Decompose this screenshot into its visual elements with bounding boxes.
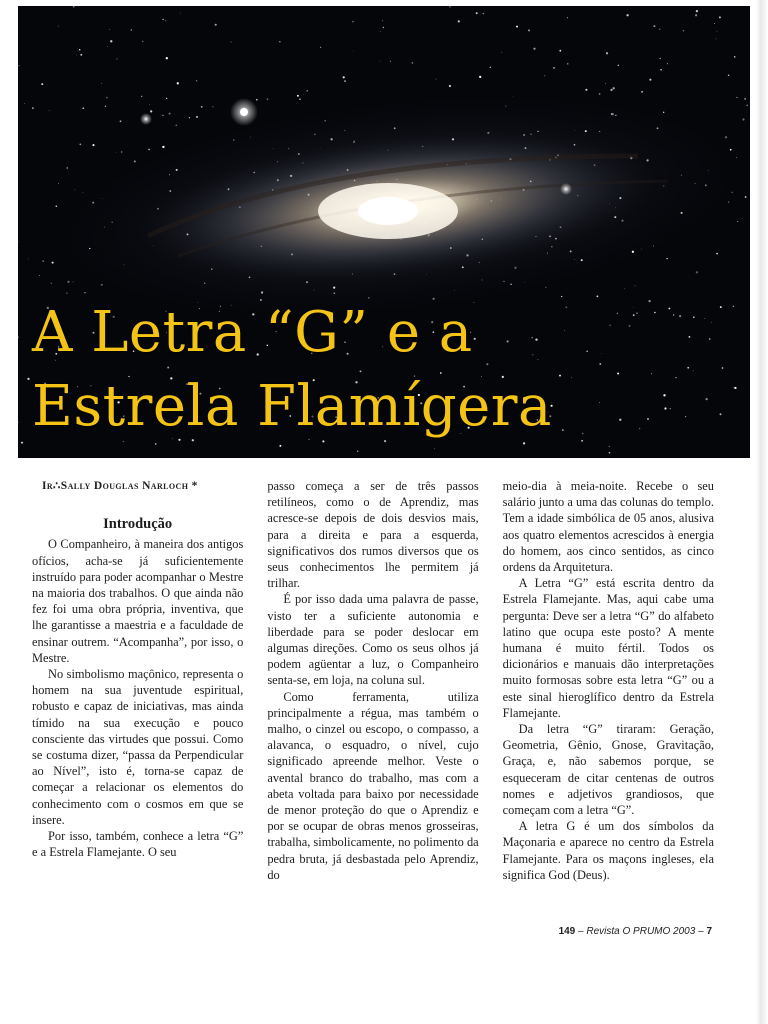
issue-number: 149 — [558, 926, 576, 937]
publication-name: Revista O PRUMO 2003 — [586, 926, 696, 937]
column-3 — [503, 478, 714, 908]
hero-galaxy-image — [18, 6, 750, 458]
paragraph: No simbolismo maçônico, representa o homem na sua juventude espiritual, robusto e capaz de iniciativas, mas ainda tímido na sua execução e pouco consciente das virtudes que possui. Como se costuma dizer, “passa da Perpendicular ao Nível”, isto é, torna-se capaz de começar a relacionar os elementos do conhecimento com o cosmos em que se insere. — [32, 667, 244, 827]
paragraph: É por isso dada uma palavra de passe, visto ter a suficiente autonomia e liberdade para se poder deslocar em algumas direções. Como os seus olhos já podem agüentar a luz, o Companheiro senta-se, em loja, na coluna sul. — [267, 592, 479, 688]
column-1 — [32, 478, 243, 908]
paragraph: passo começa a ser de três passos retilíneos, como o de Aprendiz, mas acresce-se depois de dois desvios mais, para a direita e para a esquerda, significativos dos rumos diversos que os seus conhecimentos lhe permitem já trilhar. — [267, 479, 479, 591]
footer-separator: – — [578, 926, 584, 937]
paragraph: O Companheiro, à maneira dos antigos ofícios, acha-se já suficientemente instruído para poder acompanhar o Mestre na maioria dos trabalhos. O que ainda não fez foi uma obra própria, inventiva, que lhe garantisse a maestria e a faculdade de ensinar outrem. “Acompanha”, por isso, o Mestre. — [32, 537, 244, 665]
paragraph: A letra G é um dos símbolos da Maçonaria e aparece no centro da Estrela Flamejante. Para os maçons ingleses, ela significa God (Deus). — [502, 819, 714, 882]
paragraph: Por isso, também, conhece a letra “G” e a Estrela Flamejante. O seu — [32, 829, 244, 860]
paragraph: meio-dia à meia-noite. Recebe o seu salário junto a uma das colunas do templo. Tem a idade simbólica de 05 anos, alusiva aos quatro elementos acrescidos à energia do homem, aos cinco sentidos, as cinco ordens da Arquitetura. — [502, 479, 714, 575]
section-heading: Introdução — [103, 516, 173, 533]
page-edge — [756, 0, 768, 1024]
title-line-1: A Letra “G” e a — [32, 300, 473, 365]
article-title — [32, 296, 552, 444]
title-line-2: Estrela Flamígera — [32, 373, 552, 439]
article-body — [32, 478, 714, 908]
column-2 — [267, 478, 478, 908]
footer-separator: – — [698, 926, 704, 937]
page-footer — [559, 926, 712, 937]
paragraph: Como ferramenta, utiliza principalmente a régua, mas também o malho, o cinzel ou escopo, o compasso, a alavanca, o esquadro, o nível, cujo significado apreende melhor. Veste o avental branco do trabalho, mas com a abeta voltada para baixo por necessidade de menor proteção do que o Aprendiz e por se ocupar de obras menos grosseiras, trabalha, simbolicamente, no polimento da pedra bruta, já desbastada pelo Aprendiz, do — [267, 689, 479, 882]
author-byline: Ir∴Sally Douglas Narloch * — [42, 480, 198, 492]
paragraph: Da letra “G” tiraram: Geração, Geometria, Gênio, Gnose, Gravitação, Graça, e, não sabemos porque, se esqueceram de citar centenas de outros nomes e adjetivos grandiosos, que começam com a letra “G”. — [502, 722, 714, 818]
paragraph: A Letra “G” está escrita dentro da Estrela Flamejante. Mas, aqui cabe uma pergunta: Deve ser a letra “G” do alfabeto latino que ocupa este posto? A mente humana é muito fértil. Todos os dicionários e manuais dão interpretações muito formosas sobre esta letra “G” ou a este sinal hieroglífico dentro da Estrela Flamejante. — [502, 576, 714, 720]
page-number: 7 — [706, 926, 712, 937]
